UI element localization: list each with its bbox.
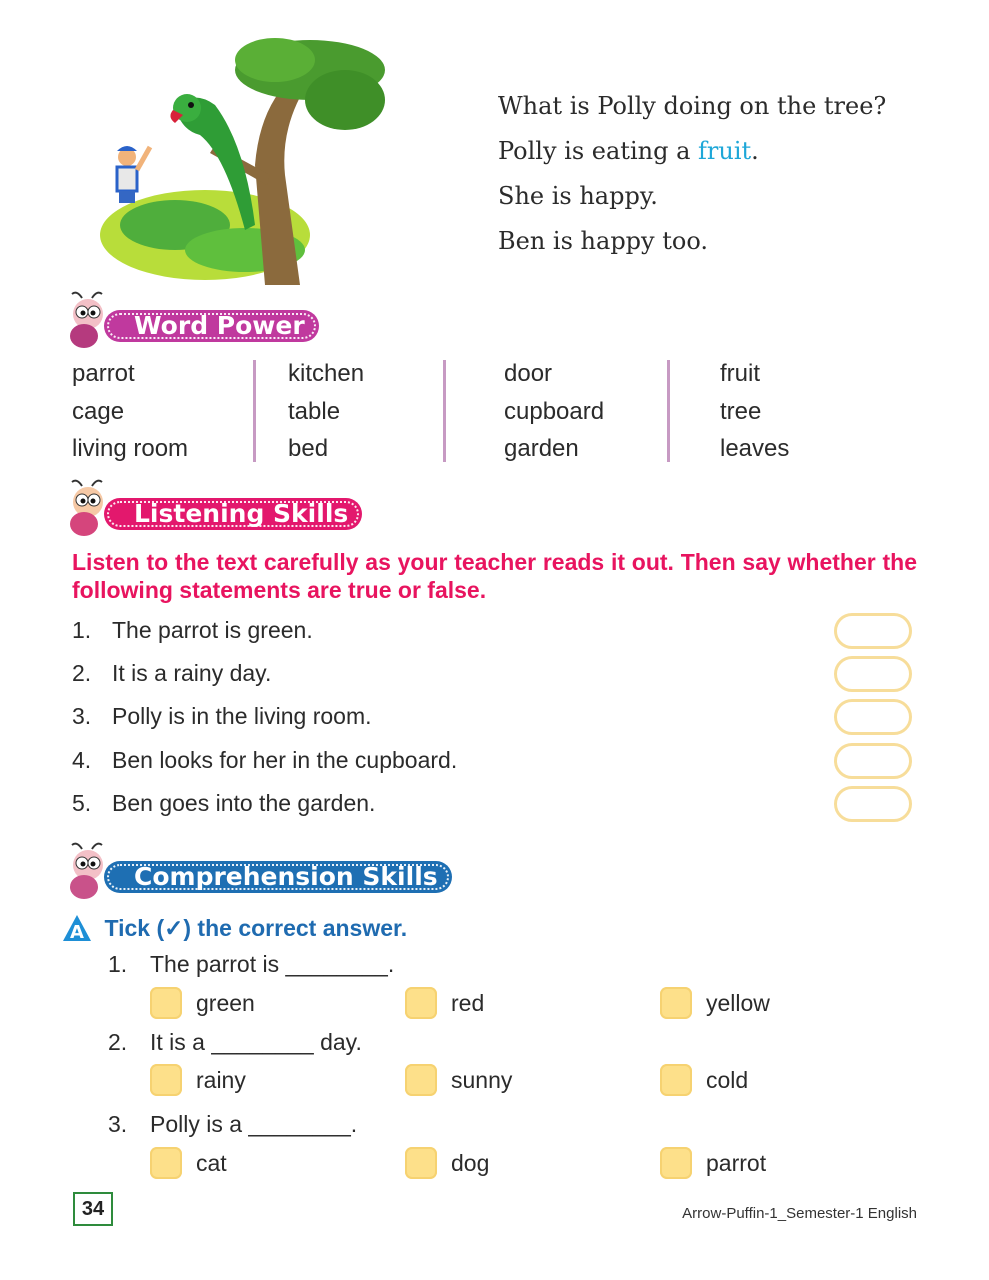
question-text: It is a ________ day. bbox=[150, 1029, 362, 1055]
parrot-tree-illustration bbox=[95, 35, 385, 285]
section-a-heading bbox=[62, 914, 407, 942]
column-divider bbox=[443, 360, 446, 462]
tick-box[interactable] bbox=[660, 987, 692, 1019]
statement-number: 5. bbox=[72, 790, 92, 816]
question-line bbox=[108, 1111, 357, 1138]
word-item: leaves bbox=[720, 435, 790, 462]
answer-option[interactable] bbox=[405, 987, 484, 1019]
question-line bbox=[108, 1029, 362, 1056]
book-title-footer: Arrow-Puffin-1_Semester-1 English bbox=[682, 1205, 917, 1222]
word-column-3 bbox=[504, 355, 604, 468]
tick-box[interactable] bbox=[150, 987, 182, 1019]
option-label: red bbox=[451, 989, 485, 1016]
word-power-header bbox=[62, 304, 322, 348]
question-text: The parrot is ________. bbox=[150, 951, 395, 977]
question-number: 3. bbox=[108, 1111, 128, 1137]
option-label: yellow bbox=[706, 989, 770, 1016]
word-item: fruit bbox=[720, 360, 761, 387]
word-item: table bbox=[288, 397, 341, 425]
tick-box[interactable] bbox=[150, 1147, 182, 1179]
tick-box[interactable] bbox=[405, 1147, 437, 1179]
word-item: kitchen bbox=[288, 360, 365, 387]
statement-text: The parrot is green. bbox=[112, 617, 313, 643]
option-label: rainy bbox=[196, 1066, 246, 1093]
word-item: cupboard bbox=[504, 397, 605, 425]
option-label: parrot bbox=[706, 1149, 767, 1176]
answer-option[interactable] bbox=[405, 1147, 489, 1179]
statement-item bbox=[72, 790, 375, 817]
section-a-instruction: Tick (✓) the correct answer. bbox=[104, 914, 408, 941]
story-line: Ben is happy too. bbox=[498, 227, 708, 255]
section-letter: A bbox=[70, 922, 84, 942]
tick-box[interactable] bbox=[405, 987, 437, 1019]
story-line: She is happy. bbox=[498, 182, 658, 210]
true-false-answer-box[interactable] bbox=[834, 743, 912, 779]
statement-number: 2. bbox=[72, 660, 92, 686]
answer-option[interactable] bbox=[660, 1147, 766, 1179]
word-column-2 bbox=[288, 355, 364, 468]
tick-box[interactable] bbox=[660, 1064, 692, 1096]
statement-text: Ben goes into the garden. bbox=[112, 790, 376, 816]
word-power-title: Word Power bbox=[104, 310, 319, 342]
page-number: 34 bbox=[73, 1192, 113, 1226]
statement-text: It is a rainy day. bbox=[112, 660, 272, 686]
word-item: parrot bbox=[72, 360, 135, 387]
answer-option[interactable] bbox=[660, 987, 770, 1019]
question-line bbox=[108, 951, 394, 978]
word-column-4 bbox=[720, 355, 789, 468]
story-text bbox=[498, 88, 886, 268]
word-item: tree bbox=[720, 397, 762, 425]
word-item: garden bbox=[504, 435, 579, 462]
statement-item bbox=[72, 703, 372, 730]
statement-number: 3. bbox=[72, 703, 92, 729]
true-false-answer-box[interactable] bbox=[834, 699, 912, 735]
option-label: cat bbox=[196, 1149, 227, 1176]
true-false-answer-box[interactable] bbox=[834, 786, 912, 822]
true-false-answer-box[interactable] bbox=[834, 656, 912, 692]
word-column-1 bbox=[72, 355, 188, 468]
question-number: 2. bbox=[108, 1029, 128, 1055]
statement-number: 4. bbox=[72, 747, 92, 773]
statement-item bbox=[72, 617, 313, 644]
answer-option[interactable] bbox=[150, 1064, 246, 1096]
word-item: living room bbox=[72, 435, 189, 462]
true-false-answer-box[interactable] bbox=[834, 613, 912, 649]
answer-option[interactable] bbox=[150, 987, 255, 1019]
question-text: Polly is a ________. bbox=[150, 1111, 358, 1137]
tick-box[interactable] bbox=[150, 1064, 182, 1096]
statement-text: Ben looks for her in the cupboard. bbox=[112, 747, 458, 773]
statement-text: Polly is in the living room. bbox=[112, 703, 372, 729]
column-divider bbox=[667, 360, 670, 462]
statement-item bbox=[72, 660, 271, 687]
tick-box[interactable] bbox=[660, 1147, 692, 1179]
option-label: sunny bbox=[451, 1066, 513, 1093]
option-label: cold bbox=[706, 1066, 749, 1093]
option-label: dog bbox=[451, 1149, 490, 1176]
answer-option[interactable] bbox=[405, 1064, 512, 1096]
highlighted-word: fruit bbox=[698, 137, 752, 165]
story-line bbox=[498, 133, 886, 178]
listening-instruction: Listen to the text carefully as your teacher reads it out. Then say whether the following statements are true or false. bbox=[72, 549, 917, 603]
comprehension-skills-header bbox=[62, 855, 438, 899]
statement-item bbox=[72, 747, 457, 774]
answer-option[interactable] bbox=[660, 1064, 748, 1096]
section-letter-badge-icon bbox=[62, 914, 92, 942]
listening-skills-title: Listening Skills bbox=[104, 498, 362, 530]
column-divider bbox=[253, 360, 256, 462]
option-label: green bbox=[196, 989, 255, 1016]
story-line: What is Polly doing on the tree? bbox=[498, 92, 887, 120]
question-number: 1. bbox=[108, 951, 128, 977]
word-item: cage bbox=[72, 397, 125, 425]
tick-box[interactable] bbox=[405, 1064, 437, 1096]
story-text-segment: Polly is eating a bbox=[498, 137, 699, 165]
word-item: door bbox=[504, 360, 553, 387]
word-item: bed bbox=[288, 435, 329, 462]
listening-skills-header bbox=[62, 492, 349, 536]
answer-option[interactable] bbox=[150, 1147, 227, 1179]
statement-number: 1. bbox=[72, 617, 92, 643]
story-text-segment: . bbox=[751, 137, 759, 165]
comprehension-skills-title: Comprehension Skills bbox=[104, 861, 452, 893]
